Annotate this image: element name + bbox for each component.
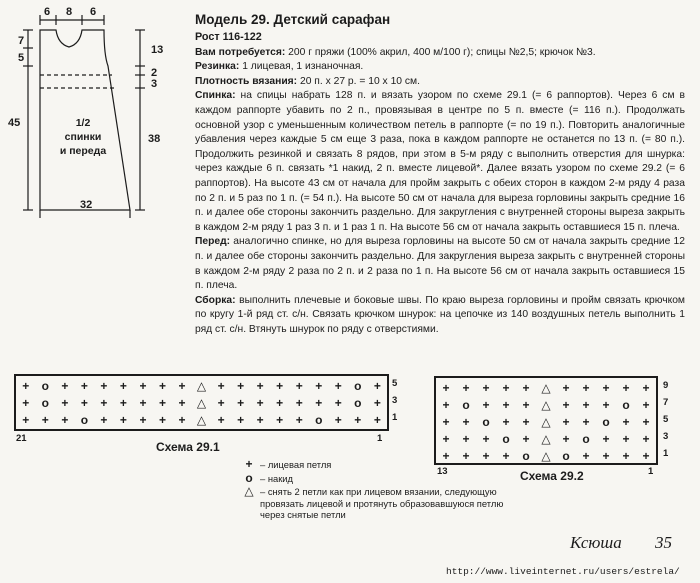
circle-icon: o [562, 449, 570, 463]
plus-icon: + [442, 415, 450, 429]
circle-icon: o [582, 432, 590, 446]
triangle-icon: △ [196, 379, 207, 393]
row-number: 5 [392, 378, 398, 389]
plus-icon: + [315, 396, 323, 410]
circle-icon: o [41, 396, 49, 410]
plus-icon: + [295, 396, 303, 410]
para-body: аналогично спинке, но для выреза горловины на высоте 50 см от начала закрыть средние 12 п. и далее обе стороны закончить раздельно. Для закругления выреза закрыть с внутренней стороны в каждом 2-м ряду 2 раза по 2 п. и 2 раза по 1 п. На высоте 56 см от начала закрыть оставшиеся 15 п. плеча. [195, 236, 685, 292]
plus-icon: + [245, 457, 253, 471]
triangle-icon: △ [541, 415, 551, 429]
circle-icon: o [502, 432, 510, 446]
center-label-line: и переда [59, 145, 107, 157]
para-label: Вам потребуется: [195, 46, 286, 58]
plus-icon: + [334, 396, 342, 410]
dim-left-2: 5 [18, 52, 25, 64]
plus-icon: + [522, 415, 530, 429]
col-number: 1 [377, 433, 383, 444]
model-title: Модель 29. Детский сарафан [195, 12, 391, 27]
magazine-name: Ксюша [570, 533, 622, 552]
legend-item [242, 486, 530, 521]
plus-icon: + [462, 449, 470, 463]
circle-icon: o [245, 470, 253, 485]
para-gauge [195, 75, 685, 90]
plus-icon: + [562, 381, 570, 395]
chart-row [16, 412, 387, 429]
legend-text: – накид [260, 472, 294, 484]
plus-icon: + [237, 379, 245, 393]
para-label: Резинка: [195, 61, 240, 73]
dim-top-2: 8 [66, 6, 73, 18]
plus-icon: + [442, 432, 450, 446]
para-body: выполнить плечевые и боковые швы. По краю выреза горловины и пройм связать крючком по кругу 1-й ряд ст. с/н. Связать крючком шнурок: на цепочке из 140 воздушных петель выполнить 1 ряд ст. с/н. Втянуть шнурок по ряду с отверстиями. [195, 294, 685, 335]
chart-row [16, 395, 387, 412]
source-url[interactable]: http://www.liveinternet.ru/users/estrela/ [446, 566, 680, 577]
row-number: 1 [392, 412, 398, 423]
plus-icon: + [562, 398, 570, 412]
chart-row [436, 397, 656, 414]
plus-icon: + [582, 398, 590, 412]
chart-caption: Схема 29.1 [156, 440, 220, 454]
plus-icon: + [80, 379, 88, 393]
plus-icon: + [642, 398, 650, 412]
circle-icon: o [482, 415, 490, 429]
plus-icon: + [276, 413, 284, 427]
plus-icon: + [276, 379, 284, 393]
plus-icon: + [642, 381, 650, 395]
plus-icon: + [139, 396, 147, 410]
dim-right-1: 13 [151, 44, 164, 56]
plus-icon: + [178, 379, 186, 393]
plus-icon: + [139, 413, 147, 427]
plus-icon: + [256, 396, 264, 410]
row-number: 3 [663, 431, 669, 442]
plus-icon: + [373, 396, 381, 410]
plus-icon: + [502, 415, 510, 429]
triangle-icon: △ [541, 398, 551, 412]
plus-icon: + [100, 396, 108, 410]
plus-icon: + [22, 413, 30, 427]
instructions [195, 12, 685, 337]
dim-right-4: 38 [148, 133, 161, 145]
plus-icon: + [61, 413, 69, 427]
para-back [195, 89, 685, 235]
col-number: 1 [648, 466, 654, 477]
plus-icon: + [61, 396, 69, 410]
plus-icon: + [602, 398, 610, 412]
triangle-icon: △ [196, 413, 207, 427]
para-body: 200 г пряжи (100% акрил, 400 м/100 г); спицы №2,5; крючок №3. [285, 46, 596, 58]
chart-caption: Схема 29.2 [520, 469, 584, 483]
plus-icon: + [602, 432, 610, 446]
plus-icon: + [22, 396, 30, 410]
plus-icon: + [100, 379, 108, 393]
model-size: Рост 116-122 [195, 31, 262, 43]
para-assembly [195, 294, 685, 338]
chart-row [436, 414, 656, 431]
plus-icon: + [119, 379, 127, 393]
para-label: Плотность вязания: [195, 75, 298, 87]
para-front [195, 235, 685, 293]
plus-icon: + [442, 398, 450, 412]
plus-icon: + [178, 396, 186, 410]
plus-icon: + [642, 449, 650, 463]
circle-icon: o [622, 398, 630, 412]
plus-icon: + [373, 379, 381, 393]
circle-icon: o [354, 379, 362, 393]
para-label: Сборка: [195, 294, 236, 306]
plus-icon: + [622, 381, 630, 395]
plus-icon: + [41, 413, 49, 427]
col-number: 21 [16, 433, 27, 444]
plus-icon: + [158, 396, 166, 410]
plus-icon: + [482, 398, 490, 412]
para-rib [195, 60, 685, 75]
plus-icon: + [502, 449, 510, 463]
para-materials [195, 46, 685, 61]
plus-icon: + [22, 379, 30, 393]
center-label-line: 1/2 [75, 117, 91, 129]
plus-icon: + [334, 379, 342, 393]
plus-icon: + [139, 379, 147, 393]
plus-icon: + [622, 432, 630, 446]
chart-row [16, 378, 387, 395]
circle-icon: o [602, 415, 610, 429]
para-label: Спинка: [195, 90, 236, 102]
circle-icon: o [522, 449, 530, 463]
plus-icon: + [256, 413, 264, 427]
dim-right-2: 2 [151, 67, 158, 79]
chart-29-1 [14, 374, 389, 431]
plus-icon: + [502, 398, 510, 412]
plus-icon: + [80, 396, 88, 410]
plus-icon: + [602, 449, 610, 463]
plus-icon: + [482, 381, 490, 395]
row-number: 5 [663, 414, 669, 425]
dim-top-3: 6 [90, 6, 97, 18]
plus-icon: + [119, 396, 127, 410]
dim-right-3: 3 [151, 78, 158, 90]
plus-icon: + [622, 449, 630, 463]
plus-icon: + [482, 449, 490, 463]
plus-icon: + [217, 379, 225, 393]
triangle-icon: △ [244, 484, 254, 498]
para-body: 20 п. x 27 р. = 10 x 10 см. [297, 75, 420, 87]
triangle-icon: △ [541, 381, 551, 395]
plus-icon: + [295, 379, 303, 393]
plus-icon: + [334, 413, 342, 427]
chart-row [436, 431, 656, 448]
row-number: 9 [663, 380, 669, 391]
para-body: 1 лицевая, 1 изнаночная. [239, 61, 364, 73]
plus-icon: + [562, 432, 570, 446]
plus-icon: + [522, 398, 530, 412]
para-label: Перед: [195, 236, 231, 248]
plus-icon: + [237, 396, 245, 410]
plus-icon: + [642, 432, 650, 446]
chart-29-2 [434, 376, 658, 465]
triangle-icon: △ [541, 432, 551, 446]
plus-icon: + [642, 415, 650, 429]
triangle-icon: △ [541, 449, 551, 463]
plus-icon: + [602, 381, 610, 395]
garment-schematic [0, 0, 200, 225]
plus-icon: + [276, 396, 284, 410]
plus-icon: + [582, 381, 590, 395]
plus-icon: + [482, 432, 490, 446]
plus-icon: + [217, 396, 225, 410]
circle-icon: o [80, 413, 89, 427]
plus-icon: + [522, 432, 530, 446]
plus-icon: + [582, 415, 590, 429]
dim-bottom: 32 [80, 199, 93, 211]
plus-icon: + [462, 432, 470, 446]
circle-icon: o [462, 398, 470, 412]
plus-icon: + [462, 381, 470, 395]
plus-icon: + [562, 415, 570, 429]
circle-icon: o [354, 396, 362, 410]
plus-icon: + [442, 381, 450, 395]
page-number: 35 [655, 533, 672, 552]
plus-icon: + [442, 449, 450, 463]
plus-icon: + [315, 379, 323, 393]
center-label-line: спинки [64, 131, 102, 143]
chart-grid [434, 376, 658, 465]
legend-text: – снять 2 петли как при лицевом вязании, следующую провязать лицевой и протянуть образовавшуюся петлю через снятые петли [260, 486, 504, 520]
plus-icon: + [256, 379, 264, 393]
dim-left-1: 7 [18, 35, 25, 47]
row-number: 7 [663, 397, 669, 408]
row-number: 3 [392, 395, 398, 406]
plus-icon: + [462, 415, 470, 429]
plus-icon: + [61, 379, 69, 393]
plus-icon: + [100, 413, 108, 427]
circle-icon: o [315, 413, 323, 427]
dim-left-3: 45 [8, 117, 21, 129]
legend-item [242, 459, 530, 471]
schematic-drawing [0, 0, 200, 225]
schematic-center-label [48, 116, 118, 158]
col-number: 13 [437, 466, 448, 477]
plus-icon: + [622, 415, 630, 429]
triangle-icon: △ [196, 396, 207, 410]
plus-icon: + [237, 413, 245, 427]
circle-icon: o [41, 379, 49, 393]
plus-icon: + [217, 413, 225, 427]
row-number: 1 [663, 448, 669, 459]
plus-icon: + [158, 379, 166, 393]
plus-icon: + [158, 413, 166, 427]
plus-icon: + [354, 413, 362, 427]
dim-top-1: 6 [44, 6, 51, 18]
plus-icon: + [119, 413, 127, 427]
chart-row [436, 380, 656, 397]
legend [242, 459, 530, 523]
plus-icon: + [522, 381, 530, 395]
para-body: на спицы набрать 128 п. и вязать узором по схеме 29.1 (= 6 раппортов). Через 6 см в каждом раппорте убавить по 2 п., провязывая в центре по 5 п. вместе (= 116 п.). Продолжать основной узор с уменьшенным количеством петель в раппорте (= по 19 п.). Повторить аналогичные убавления через каждые 5 см еще 3 раза, пока в каждом раппорте не останется по 13 п. (= 80 п.). Продолжить резинкой и связать 8 рядов, при этом в 5-м ряду с выполнить отверстия для шнурка: через каждые 6 п. связать *1 накид, 2 п. вместе лицевой*. Далее вязать узором по схеме 29.2 (= 6 раппортов). На высоте 43 см от начала для пройм закрыть с обеих сторон в каждом 2-м ряду 4 раза по 2 п. и 5 раз по 1 п. (= 54 п.). На высоте 50 см от начала для выреза горловины закрыть средние 16 п. и далее обе стороны закончить раздельно. Для закругления с внутренней стороны выреза закрыть в каждом 2-м ряду 1 раз 3 п. и 1 раз 1 п. На высоте 56 см от начала закрыть оставшиеся 15 п. плеча. [195, 90, 685, 233]
plus-icon: + [373, 413, 381, 427]
legend-text: – лицевая петля [260, 459, 332, 470]
plus-icon: + [582, 449, 590, 463]
plus-icon: + [502, 381, 510, 395]
plus-icon: + [295, 413, 303, 427]
chart-grid [14, 374, 389, 431]
plus-icon: + [178, 413, 186, 427]
